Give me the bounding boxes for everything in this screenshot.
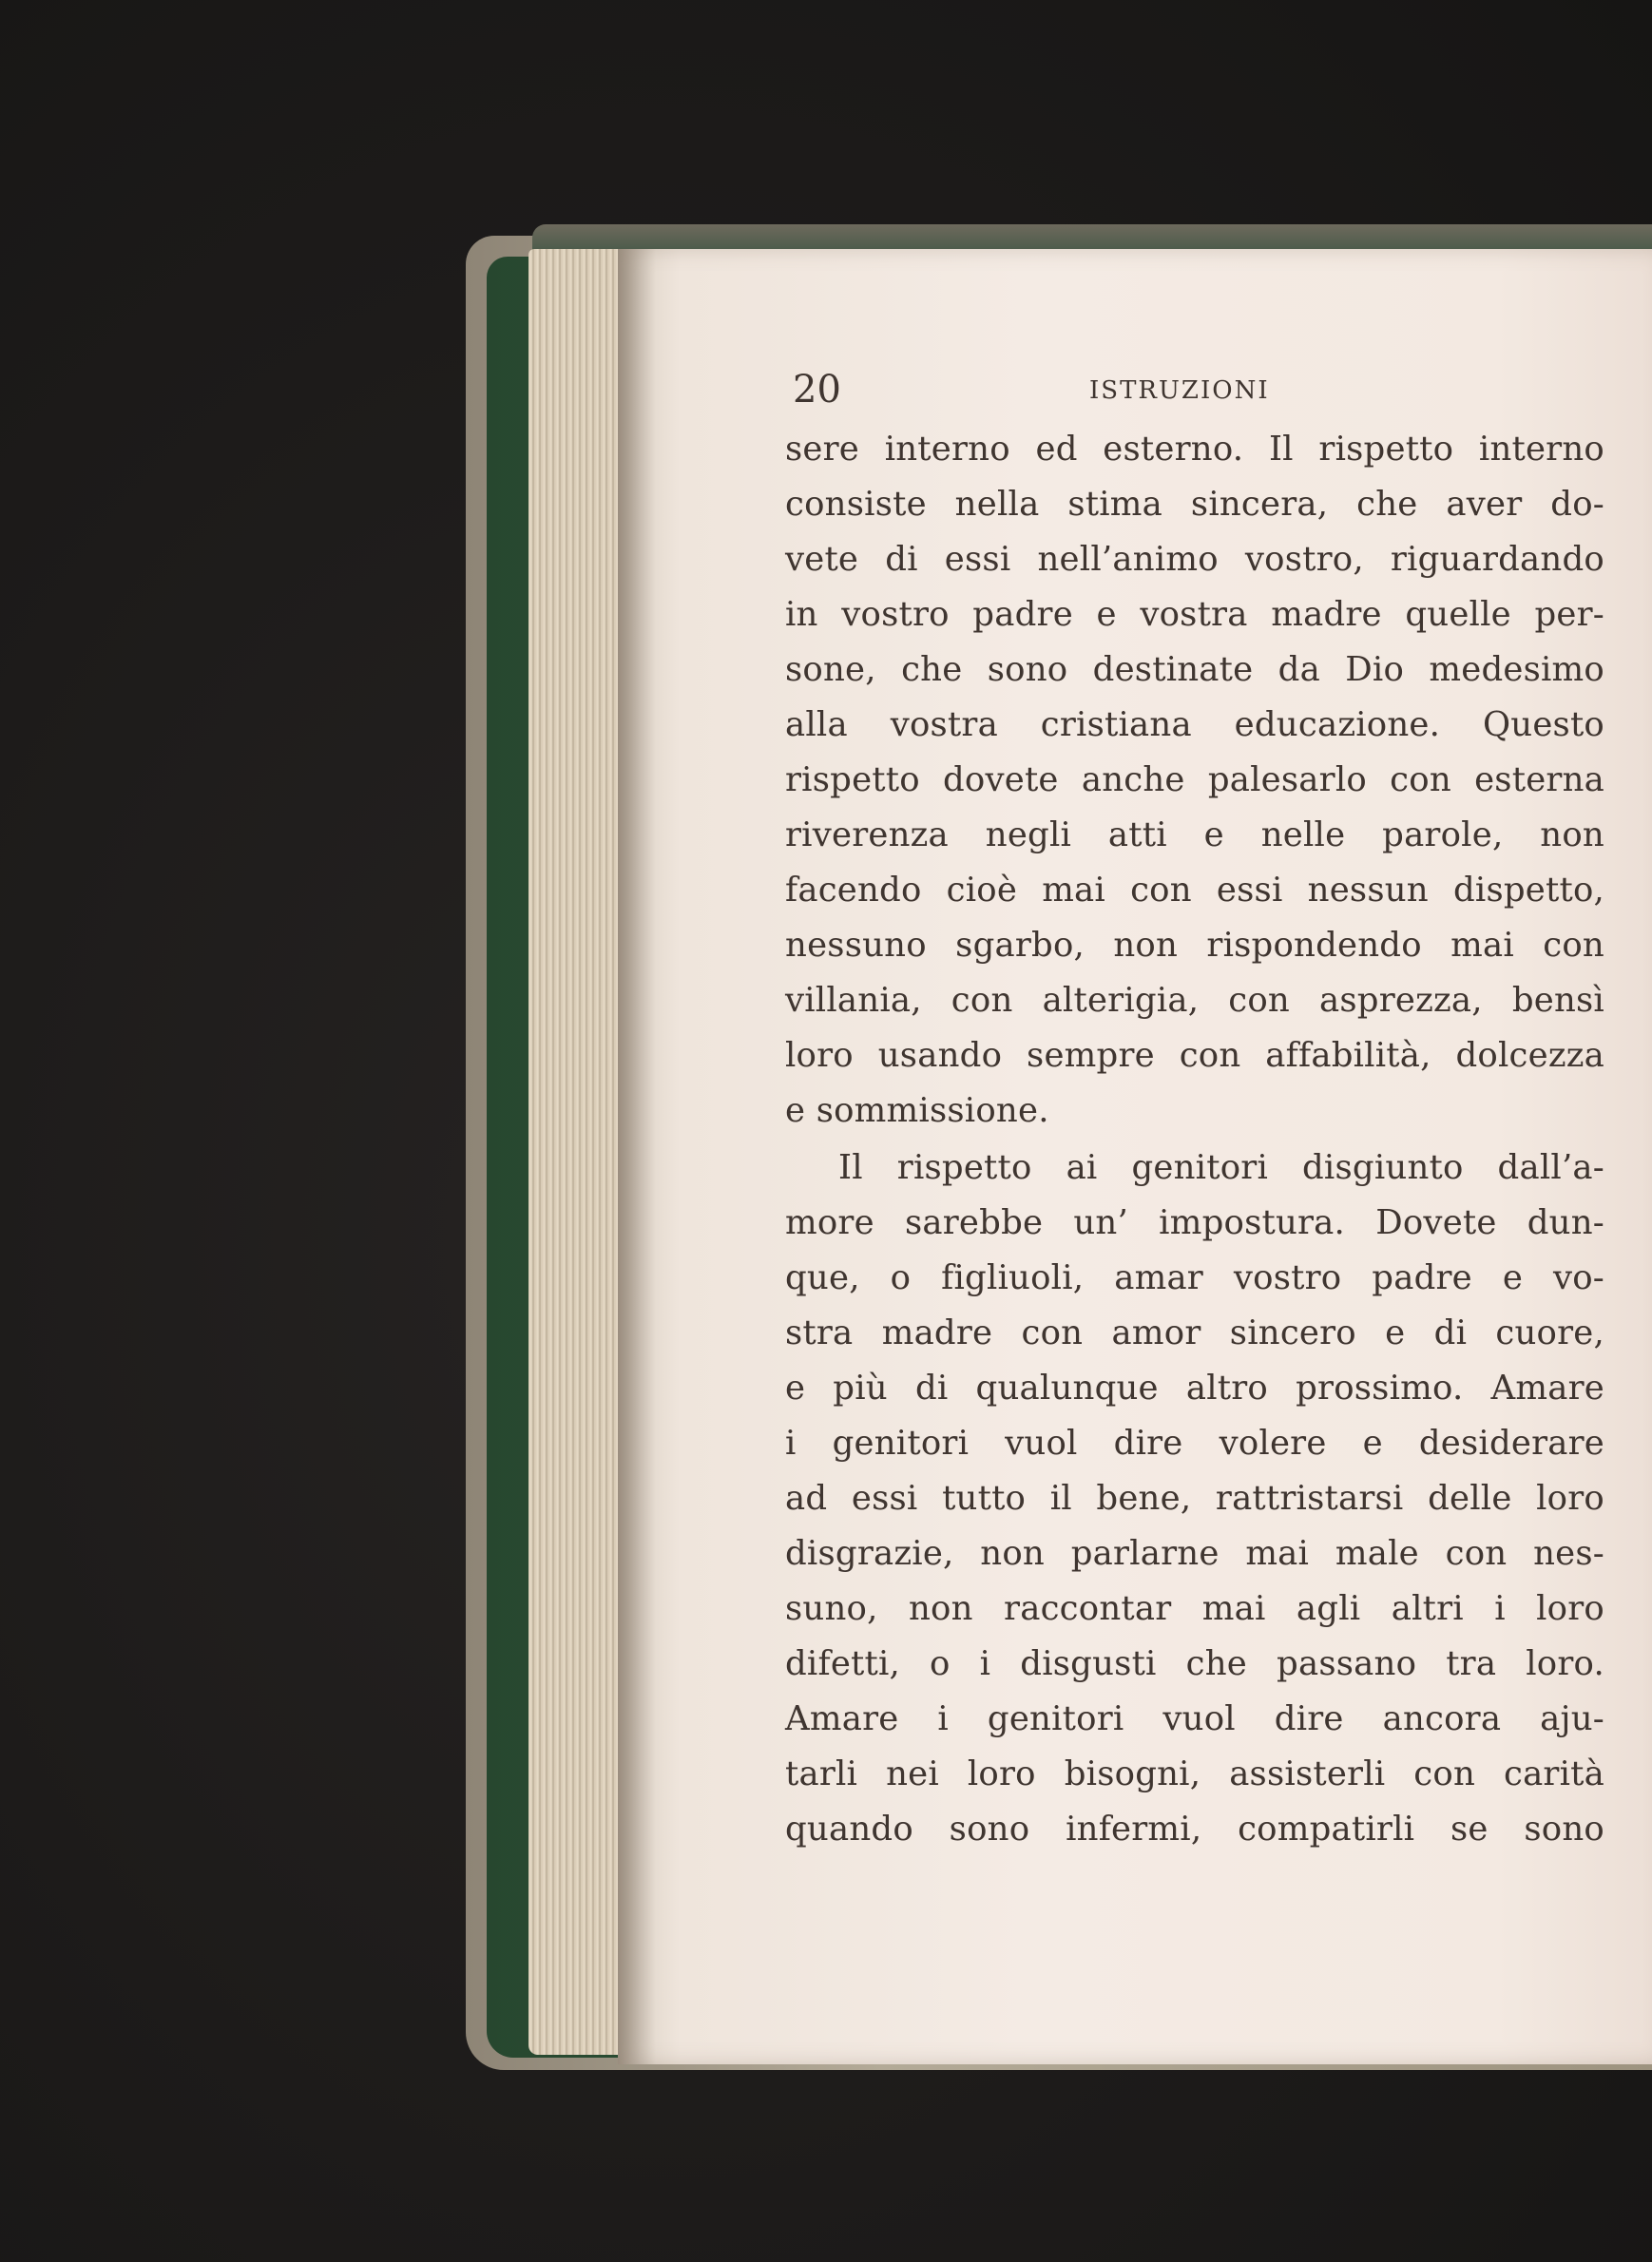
text-line: suno, non raccontar mai agli altri i loro xyxy=(785,1589,1604,1628)
running-head xyxy=(785,361,1604,420)
text-line: Amare i genitori vuol dire ancora aju- xyxy=(785,1699,1604,1738)
text-line: i genitori vuol dire volere e desiderare xyxy=(785,1424,1604,1463)
text-line: consiste nella stima sincera, che aver do- xyxy=(785,485,1604,524)
text-line: sone, che sono destinate da Dio medesimo xyxy=(785,650,1604,689)
text-line: tarli nei loro bisogni, assisterli con carità xyxy=(785,1754,1604,1793)
text-line: loro usando sempre con affabilità, dolcezza xyxy=(785,1036,1604,1075)
text-line: rispetto dovete anche palesarlo con esterna xyxy=(785,760,1604,799)
text-line: ad essi tutto il bene, rattristarsi delle loro xyxy=(785,1479,1604,1518)
text-line: in vostro padre e vostra madre quelle per- xyxy=(785,595,1604,634)
text-line: disgrazie, non parlarne mai male con nes- xyxy=(785,1534,1604,1573)
text-line: facendo cioè mai con essi nessun dispetto, xyxy=(785,871,1604,910)
book-page xyxy=(618,249,1652,2064)
text-line: alla vostra cristiana educazione. Questo xyxy=(785,705,1604,744)
text-line: e più di qualunque altro prossimo. Amare xyxy=(785,1369,1604,1408)
paragraph-1 xyxy=(785,422,1604,1139)
text-line: e sommissione. xyxy=(785,1091,1049,1130)
page-number: 20 xyxy=(793,368,841,412)
text-line: riverenza negli atti e nelle parole, non xyxy=(785,815,1604,854)
running-head-title: ISTRUZIONI xyxy=(1089,376,1270,405)
paragraph-2 xyxy=(785,1141,1604,1857)
text-line: que, o figliuoli, amar vostro padre e vo- xyxy=(785,1258,1604,1297)
page-content xyxy=(785,361,1604,1857)
text-line: difetti, o i disgusti che passano tra loro. xyxy=(785,1644,1604,1683)
text-line: Il rispetto ai genitori disgiunto dall’a- xyxy=(838,1148,1604,1187)
text-line: quando sono infermi, compatirli se sono xyxy=(785,1810,1604,1849)
text-line: more sarebbe un’ impostura. Dovete dun- xyxy=(785,1203,1604,1242)
text-line: stra madre con amor sincero e di cuore, xyxy=(785,1313,1604,1352)
text-line: vete di essi nell’animo vostro, riguardando xyxy=(785,540,1604,579)
page-gutter-shadow xyxy=(618,249,656,2064)
text-line: villania, con alterigia, con asprezza, bensì xyxy=(785,981,1604,1020)
text-line: nessuno sgarbo, non rispondendo mai con xyxy=(785,926,1604,965)
text-line: sere interno ed esterno. Il rispetto interno xyxy=(785,430,1604,469)
